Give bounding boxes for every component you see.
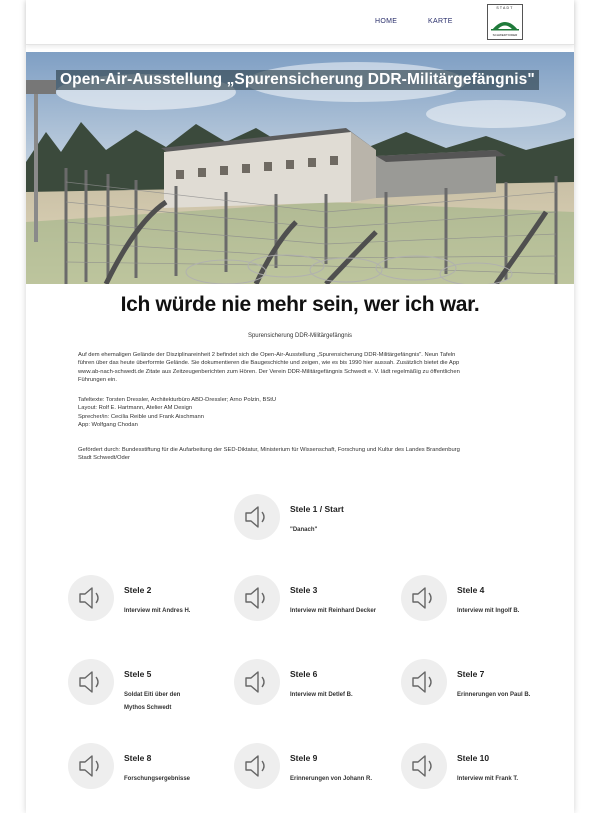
stele-title: Stele 1 / Start xyxy=(290,504,344,514)
intro-line: führen über das heute überformte Gelände. Sie dokumentieren die Baugeschichte und zeigen, wie es bis 1990 hier aussah. Zusätzlich bietet die App xyxy=(78,360,460,367)
site-header xyxy=(26,0,574,45)
audio-play-button[interactable] xyxy=(401,743,447,789)
funding-line: Gefördert durch: Bundesstiftung für die Aufarbeitung der SED-Diktatur, Ministerium für Wissenschaft, Forschung und Kultur des Landes Brandenburg xyxy=(78,447,460,453)
speaker-icon xyxy=(78,670,104,694)
funding-line: Stadt Schwedt/Oder xyxy=(78,455,130,462)
audio-play-button[interactable] xyxy=(401,575,447,621)
stele-subtitle: Interview mit Frank T. xyxy=(457,776,519,782)
speaker-icon xyxy=(78,754,104,778)
audio-play-button[interactable] xyxy=(68,575,114,621)
intro-line: Führungen ein. xyxy=(78,377,117,384)
intro-line: www.ab-nach-schwedt.de Zitate aus Zeitzeugenberichten zum Hören. Der Verein DDR-Militärgefängnis Schwedt e. V. lädt regelmäßig zu öffentlichen xyxy=(78,368,460,375)
hero-title: Open-Air-Ausstellung „Spurensicherung DDR-Militärgefängnis" xyxy=(56,70,539,90)
speaker-icon xyxy=(244,670,270,694)
city-logo[interactable] xyxy=(487,4,523,40)
stele-subtitle: Erinnerungen von Paul B. xyxy=(457,692,531,698)
nav-home-link[interactable]: HOME xyxy=(375,18,398,25)
logo-top-text: STADT xyxy=(496,6,514,10)
audio-play-button[interactable] xyxy=(234,575,280,621)
speaker-icon xyxy=(78,586,104,610)
stele-subtitle: Interview mit Andres H. xyxy=(124,608,191,614)
stele-subtitle: "Danach" xyxy=(290,527,318,533)
speaker-icon xyxy=(411,670,437,694)
speaker-icon xyxy=(244,505,270,529)
stele-title: Stele 9 xyxy=(290,753,318,763)
page-headline: Ich würde nie mehr sein, wer ich war. xyxy=(120,293,480,316)
stele-subtitle-line: Soldat Eiti über den xyxy=(124,692,181,698)
credits-paragraph xyxy=(78,396,518,430)
stele-subtitle: Erinnerungen von Johann R. xyxy=(290,776,373,782)
stele-title: Stele 2 xyxy=(124,585,152,595)
credits-line: Sprecher/in: Cecilia Reible und Frank Aischmann xyxy=(78,413,204,420)
hero-banner xyxy=(26,52,574,284)
funding-paragraph xyxy=(78,446,518,463)
credits-line: Tafeltexte: Torsten Dressler, Architekturbüro ABD-Dressler; Arno Polzin, BStU xyxy=(78,397,277,403)
audio-play-button[interactable] xyxy=(68,659,114,705)
stele-subtitle xyxy=(124,689,180,715)
credits-line: Layout: Rolf E. Hartmann, Atelier AM Design xyxy=(78,405,193,412)
stele-title: Stele 8 xyxy=(124,753,152,763)
stele-subtitle: Interview mit Reinhard Decker xyxy=(290,608,377,614)
stele-subtitle: Forschungsergebnisse xyxy=(124,776,191,782)
page-container xyxy=(26,0,574,813)
page-subtitle: Spurensicherung DDR-Militärgefängnis xyxy=(247,333,353,339)
audio-play-button[interactable] xyxy=(234,659,280,705)
stele-subtitle: Interview mit Ingolf B. xyxy=(457,608,520,614)
logo-bottom-text: SCHWEDT/ODER xyxy=(492,33,518,37)
stele-title: Stele 5 xyxy=(124,669,152,679)
speaker-icon xyxy=(244,586,270,610)
nav-karte-link[interactable]: KARTE xyxy=(428,18,453,25)
audio-play-button[interactable] xyxy=(234,743,280,789)
audio-play-button[interactable] xyxy=(68,743,114,789)
intro-paragraph xyxy=(78,351,518,385)
audio-play-button[interactable] xyxy=(234,494,280,540)
speaker-icon xyxy=(244,754,270,778)
stele-subtitle: Interview mit Detlef B. xyxy=(290,692,353,698)
credits-line: App: Wolfgang Chodan xyxy=(78,422,138,429)
speaker-icon xyxy=(411,586,437,610)
stele-title: Stele 4 xyxy=(457,585,485,595)
logo-emblem-icon xyxy=(488,12,522,32)
stele-title: Stele 10 xyxy=(457,753,490,763)
stele-title: Stele 7 xyxy=(457,669,485,679)
stele-title: Stele 6 xyxy=(290,669,318,679)
audio-play-button[interactable] xyxy=(401,659,447,705)
stele-subtitle-line: Mythos Schwedt xyxy=(124,705,172,711)
speaker-icon xyxy=(411,754,437,778)
stele-title: Stele 3 xyxy=(290,585,318,595)
intro-line: Auf dem ehemaligen Gelände der Disziplinareinheit 2 befindet sich die Open-Air-Ausstellung „Spurensicherung DDR-Militärgefängnis". Neun Tafeln xyxy=(78,352,456,358)
